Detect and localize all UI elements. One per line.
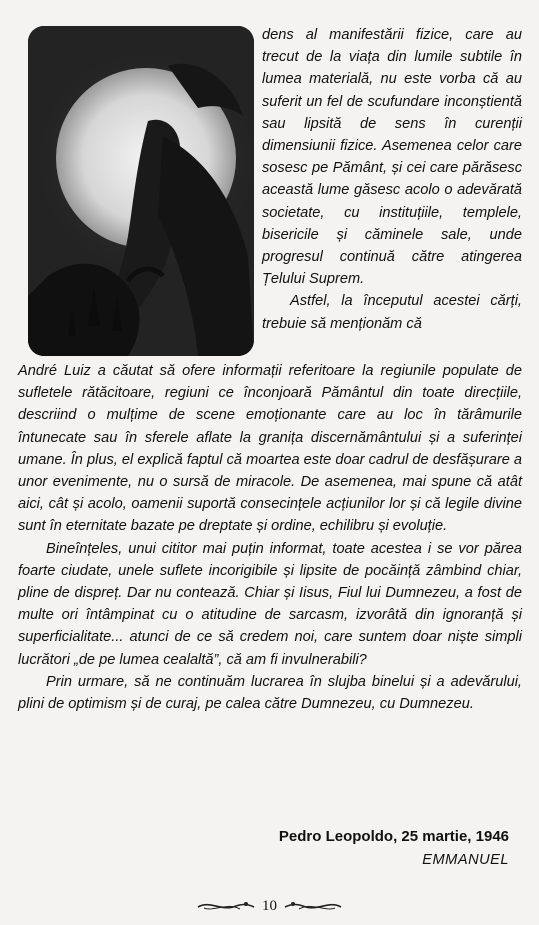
page-number: 10 [262,897,277,914]
paragraph-1: dens al manifestării fizice, care au trecut de la viața din lumile subtile în lumea materială, nu este vorba că au suferit un fel de scufundare inconștientă sau lipsită de sens în curenții dimensiunii fizice. Asemenea celor care sosesc pe Pământ, și cei care părăsesc această lume găsesc acolo o adevărată societate, cu instituțiile, templele, bisericile și căminele sale, unde progresul continuă către atingerea Țelului Suprem. [262,27,522,288]
right-ornament-icon [283,898,343,914]
paragraph-2-continued: André Luiz a căutat să ofere informații referitoare la regiunile populate de sufletele rătăcitoare, regiuni ce înconjoară Pământul din toate direcțiile, descriind o mulțime de scene emoționante care au loc în tărâmurile întunecate sau în sferele aflate la granița discernământului și a suferinței umane. În plus, el explică faptul că moartea este doar cadrul de desfășurare a unor evenimente, nu o sursă de miracole. De asemenea, mai spune că atât aici, cât și acolo, oamenii suportă consecințele acțiunilor lor și că legile divine sunt în eternitate bazate pe dreptate și ordine, echilibru și evoluție. [18,363,522,535]
signature-name: EMMANUEL [422,852,509,868]
paragraph-4: Prin urmare, să ne continuăm lucrarea în slujba binelui și a adevărului, plini de optimism și de curaj, pe calea către Dumnezeu, cu Dumnezeu. [18,673,522,713]
paragraph-2-start: Astfel, la începutul acestei cărți, trebuie să menționăm că [262,293,522,332]
page-footer [0,893,539,919]
left-ornament-icon [196,898,256,914]
paragraph-3: Bineînțeles, unui cititor mai puțin informat, toate acestea i se vor părea foarte ciudate, unele suflete incorigibile și lipsite de pocăință zâmbind chiar, pline de dispreț. Dar nu contează. Chiar și Iisus, Fiul lui Dumnezeu, a fost de multe ori întâmpinat cu o atitudine de sarcasm, izvorâtă din ignoranță și superficialitate... atunci de ce să credem noi, care suntem doar niște simpli lucrători „de pe lumea cealaltă”, că am fi invulnerabili? [18,540,522,668]
right-column-text [262,24,522,335]
main-text [18,360,522,715]
moon-illustration [28,26,254,356]
signature-place-date: Pedro Leopoldo, 25 martie, 1946 [278,828,509,845]
